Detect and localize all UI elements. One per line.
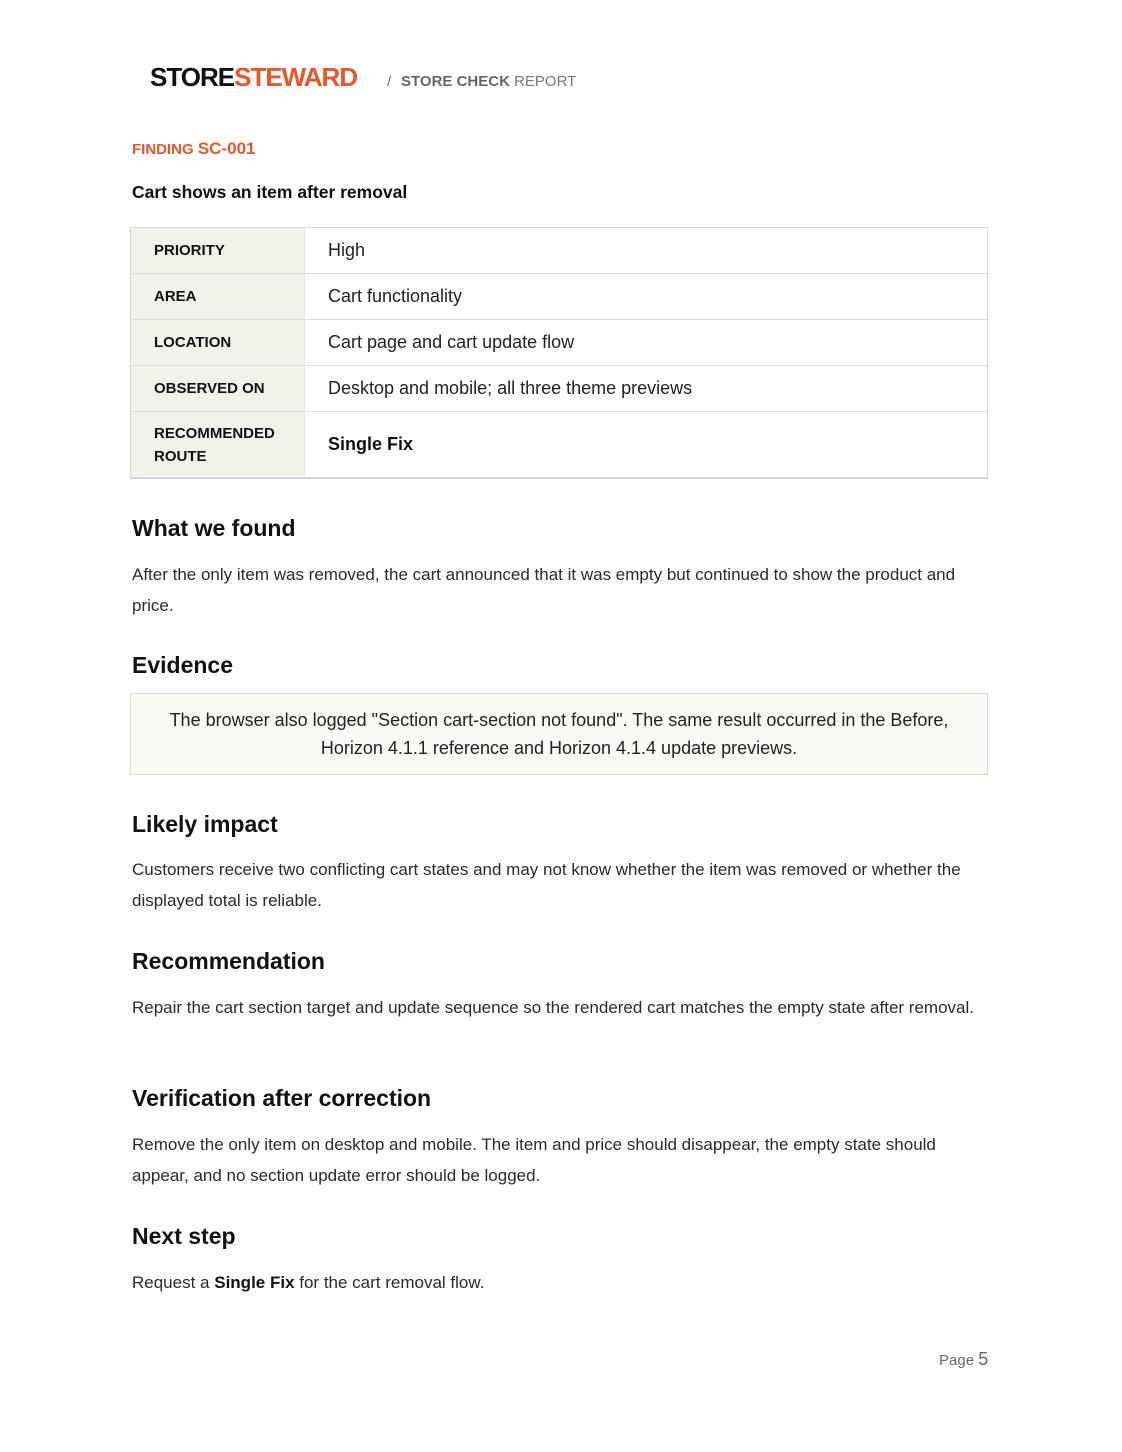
meta-row-priority bbox=[131, 228, 988, 274]
section-body-next-step bbox=[132, 1267, 992, 1298]
meta-value: Cart functionality bbox=[305, 274, 988, 320]
finding-id bbox=[132, 139, 255, 159]
section-heading-what-we-found: What we found bbox=[132, 515, 296, 541]
section-heading-evidence: Evidence bbox=[132, 652, 233, 678]
meta-key-line1: RECOMMENDED bbox=[154, 424, 275, 442]
page-number bbox=[939, 1349, 988, 1370]
section-heading-verification: Verification after correction bbox=[132, 1085, 432, 1111]
finding-label: FINDING bbox=[132, 141, 194, 158]
report-header bbox=[150, 62, 576, 93]
section-body-verification: Remove the only item on desktop and mobile. The item and price should disappear, the empty state should appear, and no section update error should be logged. bbox=[132, 1135, 936, 1185]
meta-key: OBSERVED ON bbox=[131, 366, 305, 412]
meta-row-observed-on bbox=[131, 366, 988, 412]
section-heading-likely-impact: Likely impact bbox=[132, 811, 278, 837]
section-heading-next-step: Next step bbox=[132, 1223, 236, 1249]
meta-key bbox=[131, 412, 305, 478]
storesteward-logo bbox=[150, 62, 357, 93]
meta-key: PRIORITY bbox=[131, 228, 305, 274]
finding-number: SC-001 bbox=[197, 139, 256, 158]
meta-key-line2: ROUTE bbox=[154, 447, 207, 465]
meta-key: LOCATION bbox=[131, 320, 305, 366]
report-type-strong: STORE CHECK bbox=[401, 73, 510, 90]
finding-title: Cart shows an item after removal bbox=[132, 182, 408, 202]
page-label: Page bbox=[939, 1352, 975, 1369]
next-step-text-before: Request a bbox=[132, 1273, 215, 1292]
meta-row-area bbox=[131, 274, 988, 320]
next-step-text-after: for the cart removal flow. bbox=[294, 1273, 485, 1292]
meta-key: AREA bbox=[131, 274, 305, 320]
meta-value: Single Fix bbox=[305, 412, 988, 478]
meta-value: High bbox=[305, 228, 988, 274]
logo-part-store: STORE bbox=[150, 62, 235, 92]
evidence-box bbox=[130, 693, 988, 775]
meta-value: Desktop and mobile; all three theme previews bbox=[305, 366, 988, 412]
meta-value: Cart page and cart update flow bbox=[305, 320, 988, 366]
section-body-likely-impact: Customers receive two conflicting cart states and may not know whether the item was removed or whether the displayed total is reliable. bbox=[132, 860, 961, 910]
finding-meta-table bbox=[130, 227, 988, 478]
section-body-recommendation: Repair the cart section target and update sequence so the rendered cart matches the empty state after removal. bbox=[132, 998, 974, 1017]
header-separator: / bbox=[387, 73, 391, 89]
meta-row-location bbox=[131, 320, 988, 366]
page-number-value: 5 bbox=[978, 1349, 989, 1369]
report-type-title bbox=[401, 73, 576, 90]
section-body-what-we-found: After the only item was removed, the cart announced that it was empty but continued to show the product and price. bbox=[132, 565, 956, 615]
meta-row-recommended-route bbox=[131, 412, 988, 478]
next-step-route-bold: Single Fix bbox=[214, 1273, 295, 1292]
section-heading-recommendation: Recommendation bbox=[132, 948, 325, 974]
report-type-rest: REPORT bbox=[514, 73, 577, 90]
logo-part-steward: STEWARD bbox=[234, 62, 358, 92]
evidence-text: The browser also logged "Section cart-section not found". The same result occurred in the Before, Horizon 4.1.1 reference and Horizon 4.1.4 update previews. bbox=[169, 710, 949, 758]
